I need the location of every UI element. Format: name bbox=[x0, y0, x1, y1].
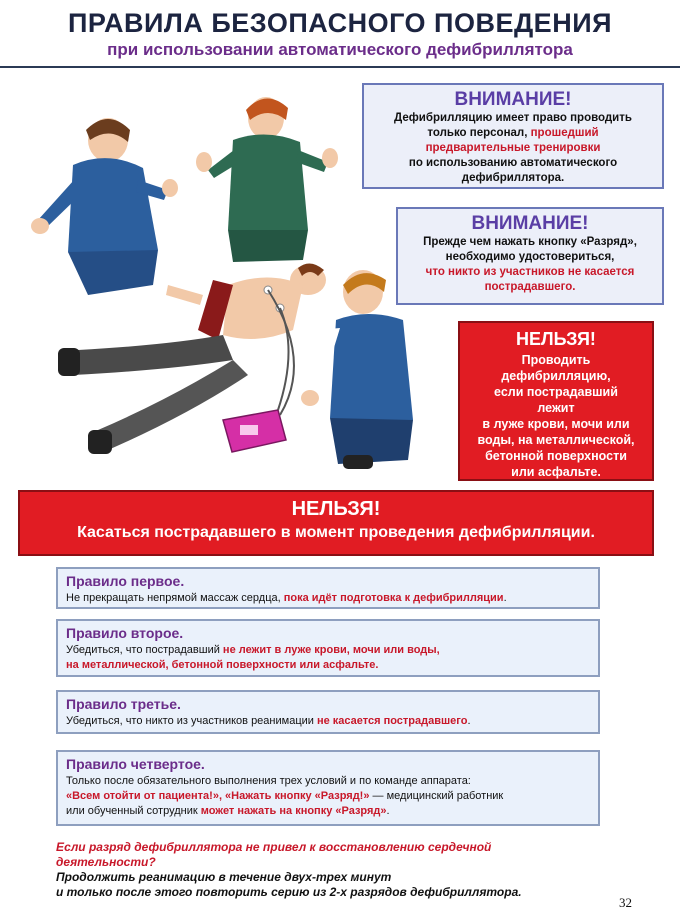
rule-highlight: не касается пострадавшего bbox=[316, 715, 468, 727]
warning-box-training bbox=[362, 83, 664, 189]
warning-text-line: дефибриллятора. bbox=[461, 172, 565, 184]
rule-highlight: «Всем отойти от пациента!», «Нажать кнопку «Разряд!» bbox=[66, 790, 370, 802]
warning-heading: ВНИМАНИЕ! bbox=[471, 213, 589, 234]
rule-text: Не прекращать непрямой массаж сердца, bbox=[66, 592, 284, 604]
warning-highlight: прошедший bbox=[530, 127, 599, 139]
prohibition-heading: НЕЛЬЗЯ! bbox=[516, 329, 596, 349]
rule-text: — медицинский работник bbox=[369, 790, 504, 802]
prohibition-line: или асфальте. bbox=[511, 465, 601, 479]
prohibition-line: воды, на металлической, bbox=[477, 433, 635, 447]
rule-title: Правило первое. bbox=[66, 573, 185, 589]
rule-highlight: не лежит в луже крови, мочи или воды, bbox=[222, 644, 440, 656]
rule-body bbox=[66, 591, 590, 606]
kneeling-woman-left-figure bbox=[31, 118, 178, 295]
prohibition-box-surface bbox=[458, 321, 654, 481]
warning-highlight: что никто из участников не касается bbox=[425, 266, 635, 278]
prohibition-line: Проводить bbox=[521, 353, 591, 367]
page-subtitle: при использовании автоматического дефибриллятора bbox=[107, 40, 573, 59]
rule-box-fourth bbox=[56, 750, 600, 826]
rule-text: Только после обязательного выполнения трех условий и по команде аппарата: bbox=[66, 775, 471, 787]
prohibition-heading: НЕЛЬЗЯ! bbox=[291, 498, 381, 520]
rule-box-second bbox=[56, 619, 600, 677]
prohibition-line: в луже крови, мочи или bbox=[482, 417, 630, 431]
rule-body bbox=[66, 714, 590, 729]
warning-text-line: по использованию автоматического bbox=[408, 157, 618, 169]
rule-title: Правило второе. bbox=[66, 625, 184, 641]
prohibition-text bbox=[460, 352, 652, 480]
prohibition-line: дефибрилляцию, bbox=[501, 369, 611, 383]
warning-text-line: необходимо удостовериться, bbox=[445, 251, 615, 263]
rule-text: или обученный сотрудник bbox=[66, 805, 201, 817]
rule-highlight: на металлической, бетонной поверхности или асфальте. bbox=[66, 659, 379, 671]
warning-box-discharge bbox=[396, 207, 664, 305]
prohibition-line: бетонной поверхности bbox=[485, 449, 627, 463]
footer-note bbox=[56, 840, 646, 900]
prohibition-line: если пострадавший bbox=[494, 385, 618, 399]
rule-body bbox=[66, 774, 590, 819]
warning-text bbox=[398, 235, 662, 295]
page-header bbox=[0, 0, 680, 68]
page-number: 32 bbox=[619, 895, 632, 910]
footer-question: Если разряд дефибриллятора не привел к восстановлению сердечной bbox=[56, 840, 492, 854]
rule-title: Правило четвертое. bbox=[66, 756, 205, 772]
kneeling-woman-center-figure bbox=[196, 97, 338, 262]
page-title: ПРАВИЛА БЕЗОПАСНОГО ПОВЕДЕНИЯ bbox=[67, 8, 613, 38]
rule-text: Убедиться, что пострадавший bbox=[66, 644, 223, 656]
rule-title: Правило третье. bbox=[66, 696, 181, 712]
prohibition-banner-touch bbox=[18, 490, 654, 556]
footer-answer: Продолжить реанимацию в течение двух-трех минут bbox=[56, 870, 392, 884]
rule-text: Убедиться, что никто из участников реанимации bbox=[66, 715, 317, 727]
warning-heading: ВНИМАНИЕ! bbox=[454, 89, 572, 110]
rule-highlight: может нажать на кнопку «Разряд» bbox=[200, 805, 387, 817]
prohibition-text: Касаться пострадавшего в момент проведения дефибрилляции. bbox=[77, 524, 595, 541]
rule-box-first bbox=[56, 567, 600, 609]
rule-highlight: пока идёт подготовка к дефибрилляции bbox=[283, 592, 504, 604]
warning-highlight: предварительные тренировки bbox=[425, 142, 601, 154]
footer-answer: и только после этого повторить серию из 2-х разрядов дефибриллятора. bbox=[56, 885, 522, 899]
warning-text-line: Прежде чем нажать кнопку «Разряд», bbox=[423, 236, 637, 248]
warning-text-line bbox=[374, 126, 652, 141]
rule-text: . bbox=[503, 592, 507, 604]
rule-body bbox=[66, 643, 590, 673]
warning-text-line: Дефибрилляцию имеет право проводить bbox=[394, 112, 632, 124]
warning-text-part: только персонал, bbox=[427, 127, 531, 139]
warning-text bbox=[364, 111, 662, 186]
prohibition-line: лежит bbox=[537, 401, 575, 415]
rule-text: . bbox=[467, 715, 471, 727]
rule-box-third bbox=[56, 690, 600, 734]
footer-question: деятельности? bbox=[56, 855, 156, 869]
rule-text: . bbox=[386, 805, 390, 817]
warning-highlight: пострадавшего. bbox=[484, 281, 576, 293]
